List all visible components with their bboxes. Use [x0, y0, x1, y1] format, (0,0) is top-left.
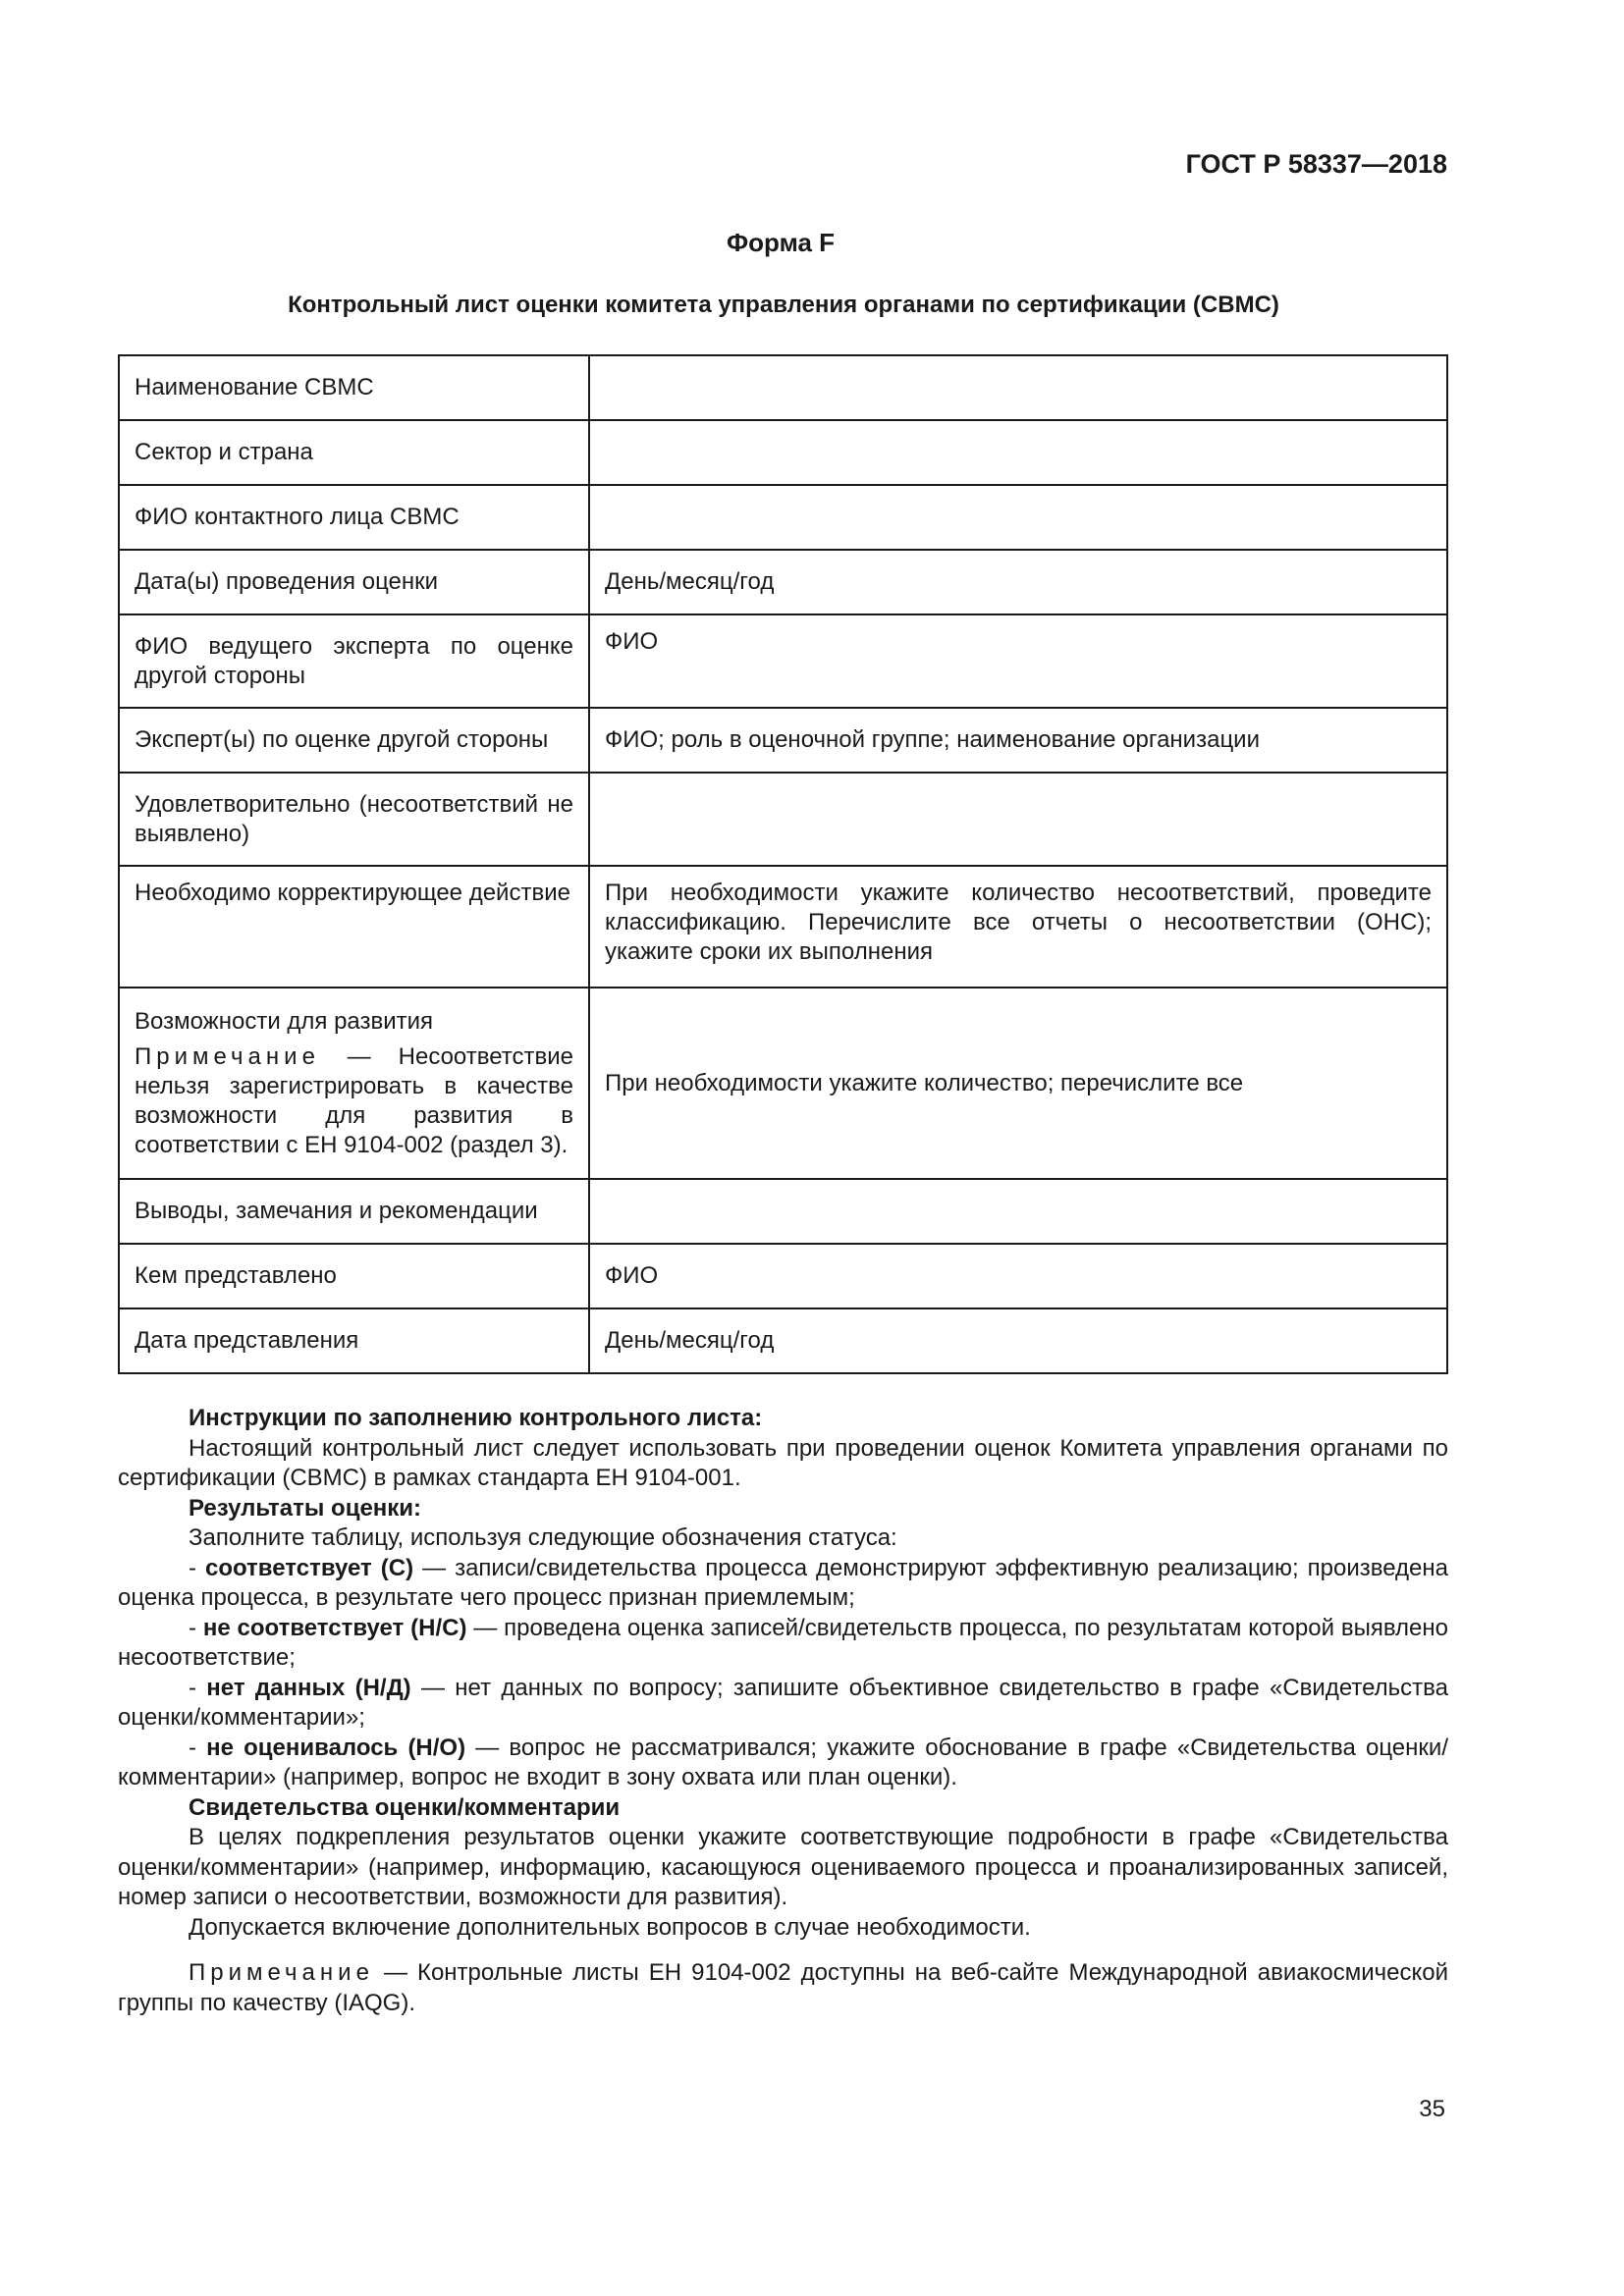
form-title: Форма F	[726, 228, 836, 257]
results-intro: Заполните таблицу, используя следующие обозначения статуса:	[189, 1524, 897, 1551]
row-value: День/месяц/год	[589, 1308, 1447, 1373]
row-label: Эксперт(ы) по оценке другой стороны	[119, 708, 589, 773]
row-value: ФИО	[589, 1244, 1447, 1308]
status-description: — вопрос не рассматривался; укажите обоснование в графе «Свидетельства оценки/комментарии» (например, вопрос не входит в зону охвата или план оценки).	[118, 1734, 1448, 1790]
status-bullet: -	[189, 1614, 203, 1641]
form-subtitle: Контрольный лист оценки комитета управления органами по сертификации (CBMC)	[288, 292, 1279, 318]
table-row	[119, 988, 1447, 1179]
row-value: ФИО	[589, 614, 1447, 708]
table-row	[119, 1308, 1447, 1373]
status-description: — записи/свидетельства процесса демонстрируют эффективную реализацию; произведена оценка процесса, в результате чего процесс признан приемлемым;	[118, 1554, 1448, 1611]
status-description: — проведена оценка записей/свидетельств процесса, по результатам которой выявлено несоответствие;	[118, 1614, 1448, 1671]
footnote-text: — Контрольные листы ЕН 9104-002 доступны на веб-сайте Международной авиакосмической группы по качеству (IAQG).	[118, 1959, 1448, 2016]
status-term: не соответствует (Н/С)	[202, 1614, 467, 1641]
row-note	[135, 1042, 573, 1160]
note-text: — Несоответствие нельзя зарегистрировать в качестве возможности для развития в соответствии с ЕН 9104-002 (раздел 3).	[135, 1042, 573, 1158]
row-value	[589, 1179, 1447, 1244]
row-value: При необходимости укажите количество несоответствий, проведите классификацию. Перечислите все отчеты о несоответствии (ОНС); укажите сроки их выполнения	[589, 866, 1447, 988]
table-row	[119, 485, 1447, 550]
footnote-prefix: Примечание	[189, 1959, 374, 1986]
page-number: 35	[1419, 2096, 1445, 2122]
additional-text: Допускается включение дополнительных вопросов в случае необходимости.	[189, 1913, 1031, 1941]
instructions-intro: Настоящий контрольный лист следует использовать при проведении оценок Комитета управления органами по сертификации (CBMC) в рамках стандарта ЕН 9104-001.	[118, 1434, 1448, 1491]
standard-code: ГОСТ Р 58337—2018	[1185, 149, 1447, 179]
status-item	[118, 1674, 1448, 1734]
table-row	[119, 614, 1447, 708]
row-label: Кем представлено	[119, 1244, 589, 1308]
row-label: ФИО контактного лица CBMC	[119, 485, 589, 550]
row-value: ФИО; роль в оценочной группе; наименование организации	[589, 708, 1447, 773]
table-row	[119, 1179, 1447, 1244]
instructions-section	[118, 1404, 1448, 2018]
row-value	[589, 355, 1447, 420]
instructions-heading: Инструкции по заполнению контрольного листа:	[189, 1405, 763, 1431]
footnote	[118, 1958, 1448, 2018]
evidence-text: В целях подкрепления результатов оценки укажите соответствующие подробности в графе «Свидетельства оценки/комментарии» (например, информацию, касающуюся оцениваемого процесса и проанализированных записей, номер записи о несоответствии, возможности для развития).	[118, 1824, 1448, 1910]
row-label: ФИО ведущего эксперта по оценке другой стороны	[119, 614, 589, 708]
table-row	[119, 773, 1447, 866]
row-value	[589, 485, 1447, 550]
row-value: При необходимости укажите количество; перечислите все	[589, 988, 1447, 1179]
status-bullet: -	[189, 1554, 205, 1581]
table-row	[119, 1244, 1447, 1308]
row-label: Выводы, замечания и рекомендации	[119, 1179, 589, 1244]
table-row	[119, 355, 1447, 420]
row-label: Сектор и страна	[119, 420, 589, 485]
table-row	[119, 550, 1447, 614]
row-label: Дата представления	[119, 1308, 589, 1373]
status-item	[118, 1614, 1448, 1674]
status-item	[118, 1554, 1448, 1614]
status-term: соответствует (С)	[204, 1554, 414, 1581]
row-label: Дата(ы) проведения оценки	[119, 550, 589, 614]
evidence-heading: Свидетельства оценки/комментарии	[189, 1793, 621, 1821]
table-row	[119, 708, 1447, 773]
row-value: День/месяц/год	[589, 550, 1447, 614]
row-label: Удовлетворительно (несоответствий не выявлено)	[119, 773, 589, 866]
table-row	[119, 866, 1447, 988]
status-bullet: -	[189, 1734, 207, 1761]
status-term: нет данных (Н/Д)	[206, 1674, 411, 1701]
table-row	[119, 420, 1447, 485]
status-bullet: -	[189, 1674, 207, 1701]
row-label: Необходимо корректирующее действие	[119, 866, 589, 988]
assessment-checklist-table	[118, 354, 1448, 1374]
row-label: Наименование CBMC	[119, 355, 589, 420]
status-item	[118, 1734, 1448, 1793]
row-label-text: Возможности для развития	[135, 1007, 434, 1035]
row-value	[589, 420, 1447, 485]
row-value	[589, 773, 1447, 866]
status-description: — нет данных по вопросу; запишите объективное свидетельство в графе «Свидетельства оценки/комментарии»;	[118, 1674, 1448, 1731]
results-heading: Результаты оценки:	[189, 1494, 422, 1522]
status-term: не оценивалось (Н/О)	[206, 1734, 466, 1761]
note-prefix: Примечание	[135, 1042, 320, 1070]
row-label	[119, 988, 589, 1179]
